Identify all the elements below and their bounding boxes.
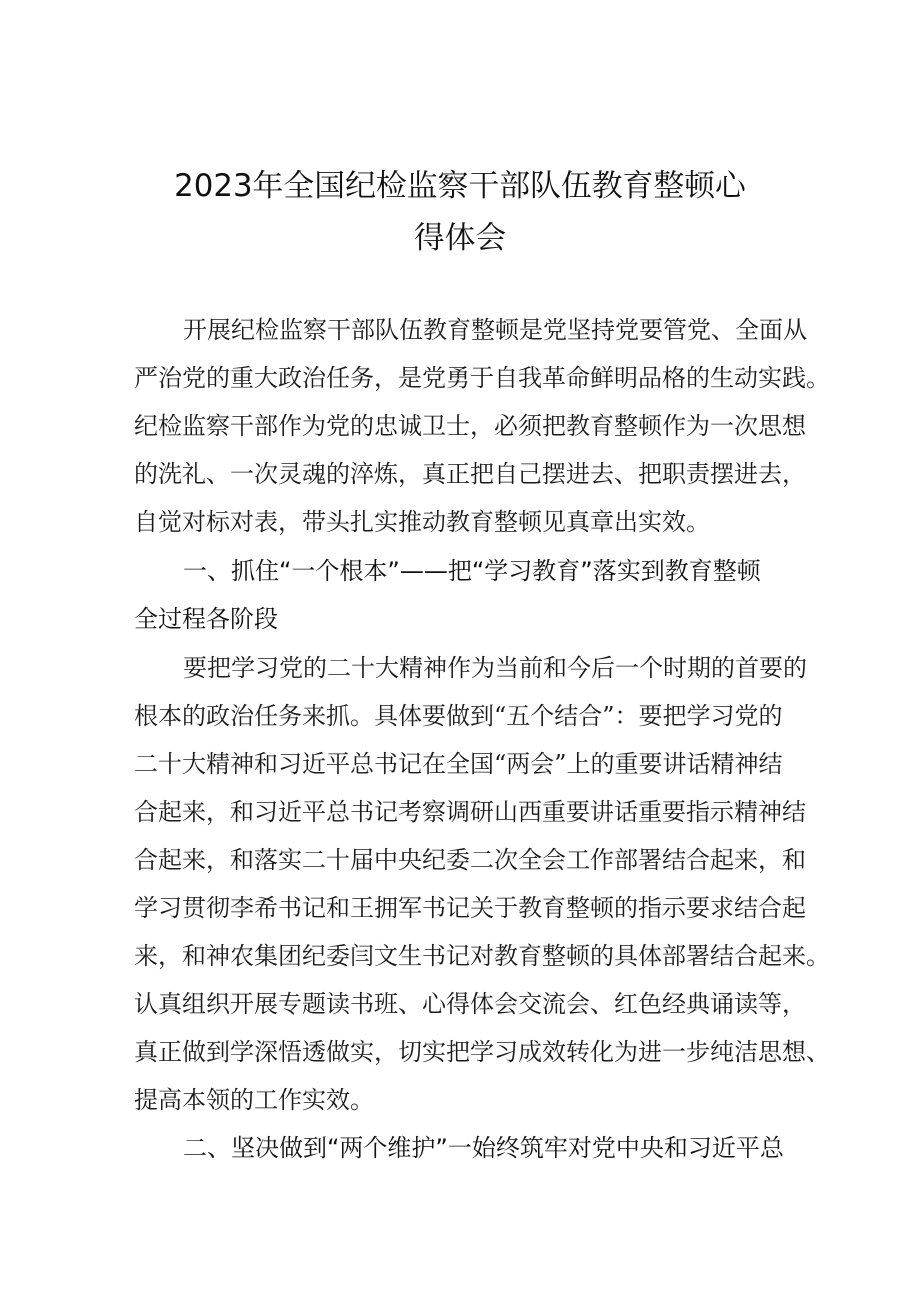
paragraph-2-line-8: 认真组织开展专题读书班、心得体会交流会、红色经典诵读等，: [134, 990, 806, 1018]
paragraph-2-line-4: 合起来，和习近平总书记考察调研山西重要讲话重要指示精神结: [134, 798, 806, 826]
paragraph-2-line-2: 根本的政治任务来抓。具体要做到“五个结合”：要把学习党的: [134, 702, 783, 730]
paragraph-1-line-3: 纪检监察干部作为党的忠诚卫士，必须把教育整顿作为一次思想: [134, 412, 806, 440]
paragraph-2-line-9: 真正做到学深悟透做实，切实把学习成效转化为进一步纯洁思想、: [134, 1038, 830, 1066]
section-heading-1-line-2: 全过程各阶段: [134, 605, 278, 633]
document-title-line-1: 2023年全国纪检监察干部队伍教育整顿心: [174, 168, 746, 204]
paragraph-2-line-7: 来，和神农集团纪委闫文生书记对教育整顿的具体部署结合起来。: [134, 942, 830, 970]
paragraph-2-line-6: 学习贯彻李希书记和王拥军书记关于教育整顿的指示要求结合起: [134, 894, 806, 922]
paragraph-2-line-5: 合起来，和落实二十届中央纪委二次全会工作部署结合起来，和: [134, 846, 806, 874]
paragraph-1-line-1: 开展纪检监察干部队伍教育整顿是党坚持党要管党、全面从: [183, 316, 807, 344]
section-heading-2-line-1: 二、坚决做到“两个维护”一始终筑牢对党中央和习近平总: [183, 1134, 784, 1162]
paragraph-2-line-10: 提高本领的工作实效。: [134, 1086, 374, 1114]
paragraph-1-line-2: 严治党的重大政治任务，是党勇于自我革命鲜明品格的生动实践。: [134, 364, 830, 392]
paragraph-2-line-1: 要把学习党的二十大精神作为当前和今后一个时期的首要的: [183, 654, 807, 682]
paragraph-2-line-3: 二十大精神和习近平总书记在全国“两会”上的重要讲话精神结: [134, 750, 783, 778]
paragraph-1-line-4: 的洗礼、一次灵魂的淬炼，真正把自己摆进去、把职责摆进去，: [134, 460, 806, 488]
section-heading-1-line-1: 一、抓住“一个根本”——把“学习教育”落实到教育整顿: [183, 557, 761, 585]
paragraph-1-line-5: 自觉对标对表，带头扎实推动教育整顿见真章出实效。: [134, 508, 710, 536]
document-title-line-2: 得体会: [413, 220, 507, 256]
